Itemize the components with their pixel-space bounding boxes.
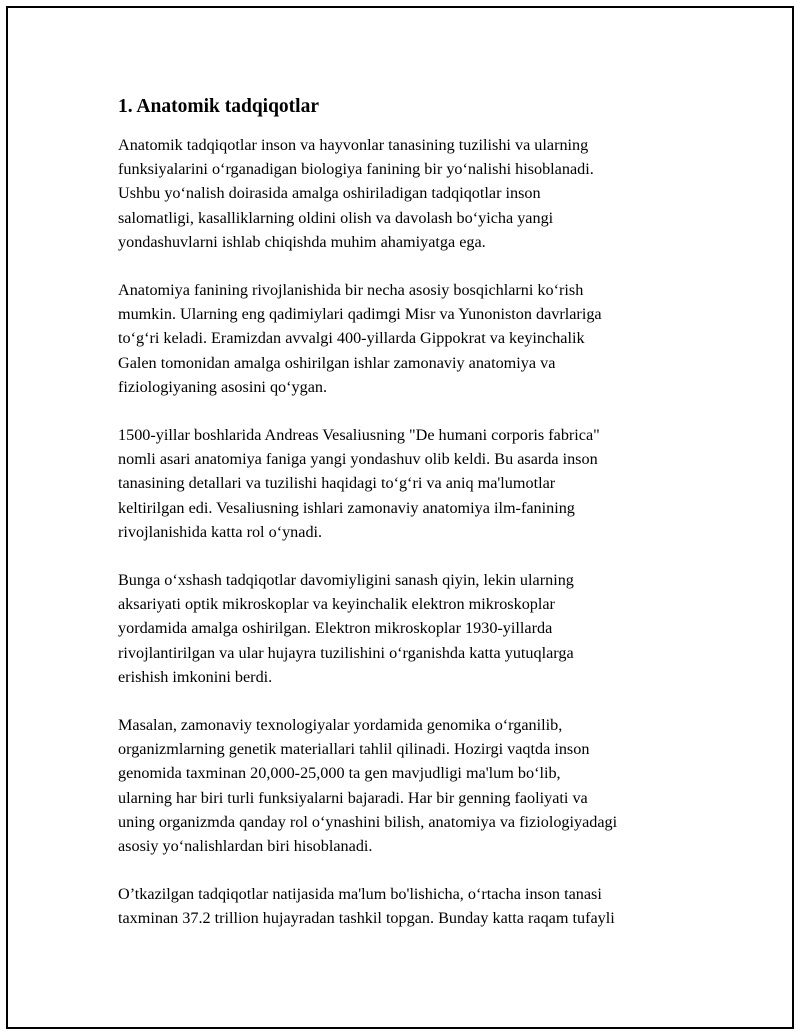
text-line: fiziologiyaning asosini qo‘ygan. (118, 377, 328, 396)
paragraph-5 (118, 713, 708, 858)
text-line: Bunga o‘xshash tadqiqotlar davomiyligini sanash qiyin, lekin ularning (118, 571, 574, 590)
text-line: keltirilgan edi. Vesaliusning ishlari zamonaviy anatomiya ilm-fanining (118, 498, 575, 517)
text-line: yondashuvlarni ishlab chiqishda muhim ahamiyatga ega. (118, 232, 486, 251)
text-line: Anatomik tadqiqotlar inson va hayvonlar tanasining tuzilishi va ularning (118, 136, 589, 154)
text-line: nomli asari anatomiya faniga yangi yondashuv olib keldi. Bu asarda inson (118, 450, 598, 469)
text-line: salomatligi, kasalliklarning oldini olish va davolash bo‘yicha yangi (118, 208, 554, 227)
text-line: organizmlarning genetik materiallari tahlil qilinadi. Hozirgi vaqtda inson (118, 740, 590, 759)
text-line: tanasining detallari va tuzilishi haqidagi to‘g‘ri va aniq ma'lumotlar (118, 474, 556, 493)
text-line: erishish imkonini berdi. (118, 667, 273, 686)
text-line: Galen tomonidan amalga oshirilgan ishlar zamonaviy anatomiya va (118, 353, 556, 372)
text-line: funksiyalarini o‘rganadigan biologiya fanining bir yo‘nalishi hisoblanadi. (118, 160, 594, 179)
text-line: uning organizmda qanday rol o‘ynashini bilish, anatomiya va fiziologiyadagi (118, 812, 618, 831)
text-line: Masalan, zamonaviy texnologiyalar yordamida genomika o‘rganilib, (118, 716, 563, 735)
text-line: mumkin. Ularning eng qadimiylari qadimgi Misr va Yunoniston davrlariga (118, 305, 602, 324)
text-line: rivojlantirilgan va ular hujayra tuzilishini o‘rganishda katta yutuqlarga (118, 643, 574, 662)
text-line: to‘g‘ri keladi. Eramizdan avvalgi 400-yillarda Gippokrat va keyinchalik (118, 329, 585, 348)
paragraph-6 (118, 882, 708, 930)
text-line: yordamida amalga oshirilgan. Elektron mikroskoplar 1930-yillarda (118, 619, 553, 638)
text-line: Anatomiya fanining rivojlanishida bir necha asosiy bosqichlarni ko‘rish (118, 281, 584, 300)
text-line: asosiy yo‘nalishlardan biri hisoblanadi. (118, 837, 373, 856)
text-line: ularning har biri turli funksiyalarni bajaradi. Har bir genning faoliyati va (118, 788, 588, 807)
text-line: rivojlanishida katta rol o‘ynadi. (118, 522, 323, 541)
paragraph-4 (118, 568, 708, 689)
text-line: 1500-yillar boshlarida Andreas Vesaliusning "De humani corporis fabrica" (118, 426, 600, 445)
text-line: genomida taxminan 20,000-25,000 ta gen mavjudligi ma'lum bo‘lib, (118, 764, 561, 783)
text-line: taxminan 37.2 trillion hujayradan tashkil topgan. Bunday katta raqam tufayli (118, 909, 615, 928)
section-title: 1. Anatomik tadqiqotlar (118, 96, 319, 117)
paragraph-2 (118, 278, 708, 399)
text-line: aksariyati optik mikroskoplar va keyinchalik elektron mikroskoplar (118, 595, 555, 614)
text-line: Ushbu yo‘nalish doirasida amalga oshiriladigan tadqiqotlar inson (118, 184, 541, 203)
paragraph-3 (118, 423, 708, 544)
document-body (118, 94, 708, 955)
text-line: O’tkazilgan tadqiqotlar natijasida ma'lum bo'lishicha, o‘rtacha inson tanasi (118, 885, 602, 904)
paragraph-1 (118, 133, 708, 254)
